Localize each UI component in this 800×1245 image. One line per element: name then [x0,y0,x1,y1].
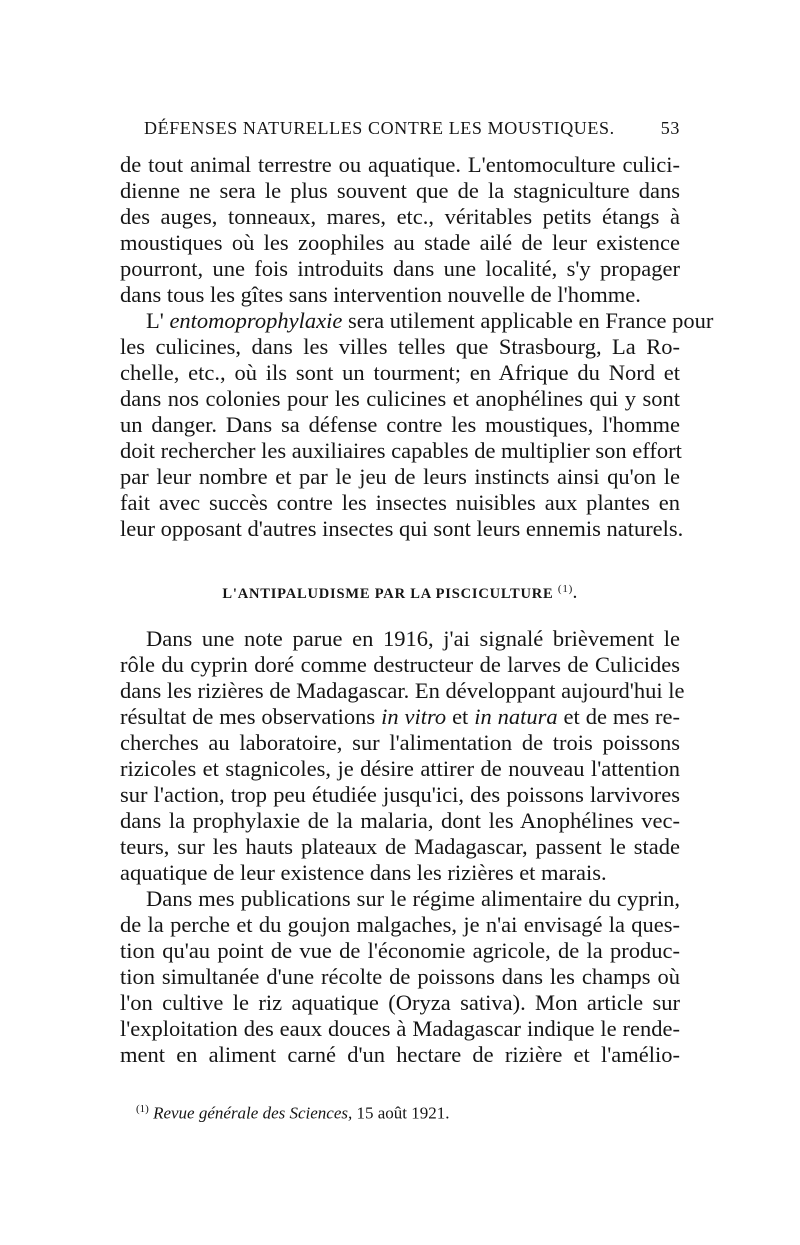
text-line: chelle, etc., où ils sont un tourment; en Afrique du Nord et [120,360,680,385]
text-line: dans la prophylaxie de la malaria, dont les Anophélines vec- [120,808,680,833]
text-line: les culicines, dans les villes telles que Strasbourg, La Ro- [120,334,680,359]
text-line: de la perche et du goujon malgaches, je n'ai envisagé la ques- [120,912,680,937]
text-line: par leur nombre et par le jeu de leurs instincts ainsi qu'on le [120,464,680,489]
text-line: sur l'action, trop peu étudiée jusqu'ici, des poissons larvivores [120,782,680,807]
text-line: tion qu'au point de vue de l'économie agricole, de la produc- [120,938,680,963]
footnote [136,1103,450,1124]
footnote-mark: (1) [136,1103,149,1115]
footnote-journal: Revue générale des Sciences, [153,1103,353,1123]
text-line: dans tous les gîtes sans intervention nouvelle de l'homme. [120,282,641,307]
text-line: résultat de mes observations in vitro et in natura et de mes re- [120,704,680,729]
text-line: dans les rizières de Madagascar. En développant aujourd'hui le [120,678,685,703]
text-line: ment en aliment carné d'un hectare de rizière et l'amélio- [120,1042,680,1067]
text-line: tion simultanée d'une récolte de poissons dans les champs où [120,964,680,989]
text-line: aquatique de leur existence dans les rizières et marais. [120,860,607,885]
text-line: teurs, sur les hauts plateaux de Madagascar, passent le stade [120,834,680,859]
text-line: rôle du cyprin doré comme destructeur de larves de Culicides [120,652,680,677]
text-line: doit rechercher les auxiliaires capables de multiplier son effort [120,438,682,463]
text-line: pourront, une fois introduits dans une localité, s'y propager [120,256,680,281]
text-line: leur opposant d'autres insectes qui sont leurs ennemis naturels. [120,516,684,541]
text-line: l'on cultive le riz aquatique (Oryza sativa). Mon article sur [120,990,680,1015]
italic-term: in natura [474,704,558,729]
text-line: fait avec succès contre les insectes nuisibles aux plantes en [120,490,680,515]
italic-term: in vitro [381,704,447,729]
text-line: rizicoles et stagnicoles, je désire attirer de nouveau l'attention [120,756,680,781]
text-line: cherches au laboratoire, sur l'alimentation de trois poissons [120,730,680,755]
running-header [120,118,680,144]
running-title: DÉFENSES NATURELLES CONTRE LES MOUSTIQUES. [144,118,615,138]
text-line: l'exploitation des eaux douces à Madagascar indique le rende- [120,1016,680,1041]
text-line: des auges, tonneaux, mares, etc., véritables petits étangs à [120,204,680,229]
section-heading: L'ANTIPALUDISME PAR LA PISCICULTURE $^{(1)}$. [222,583,578,602]
italic-term: entomoprophylaxie [169,308,343,333]
page-number: 53 [660,118,680,138]
footnote-date: 15 août 1921. [352,1103,450,1123]
section-heading-text: L'ANTIPALUDISME PAR LA PISCICULTURE [222,585,554,602]
text-line: L' entomoprophylaxie sera utilement applicable en France pour [146,308,714,333]
text-line: dans nos colonies pour les culicines et anophélines qui y sont [120,386,680,411]
text-line: de tout animal terrestre ou aquatique. L'entomoculture culici- [120,152,680,177]
text-line: dienne ne sera le plus souvent que de la stagniculture dans [120,178,680,203]
text-line: un danger. Dans sa défense contre les moustiques, l'homme [120,412,680,437]
text-line: Dans une note parue en 1916, j'ai signalé brièvement le [146,626,680,651]
text-line: moustiques où les zoophiles au stade ailé de leur existence [120,230,680,255]
text-line: Dans mes publications sur le régime alimentaire du cyprin, [146,886,680,911]
footnote-reference: (1) [557,583,574,595]
